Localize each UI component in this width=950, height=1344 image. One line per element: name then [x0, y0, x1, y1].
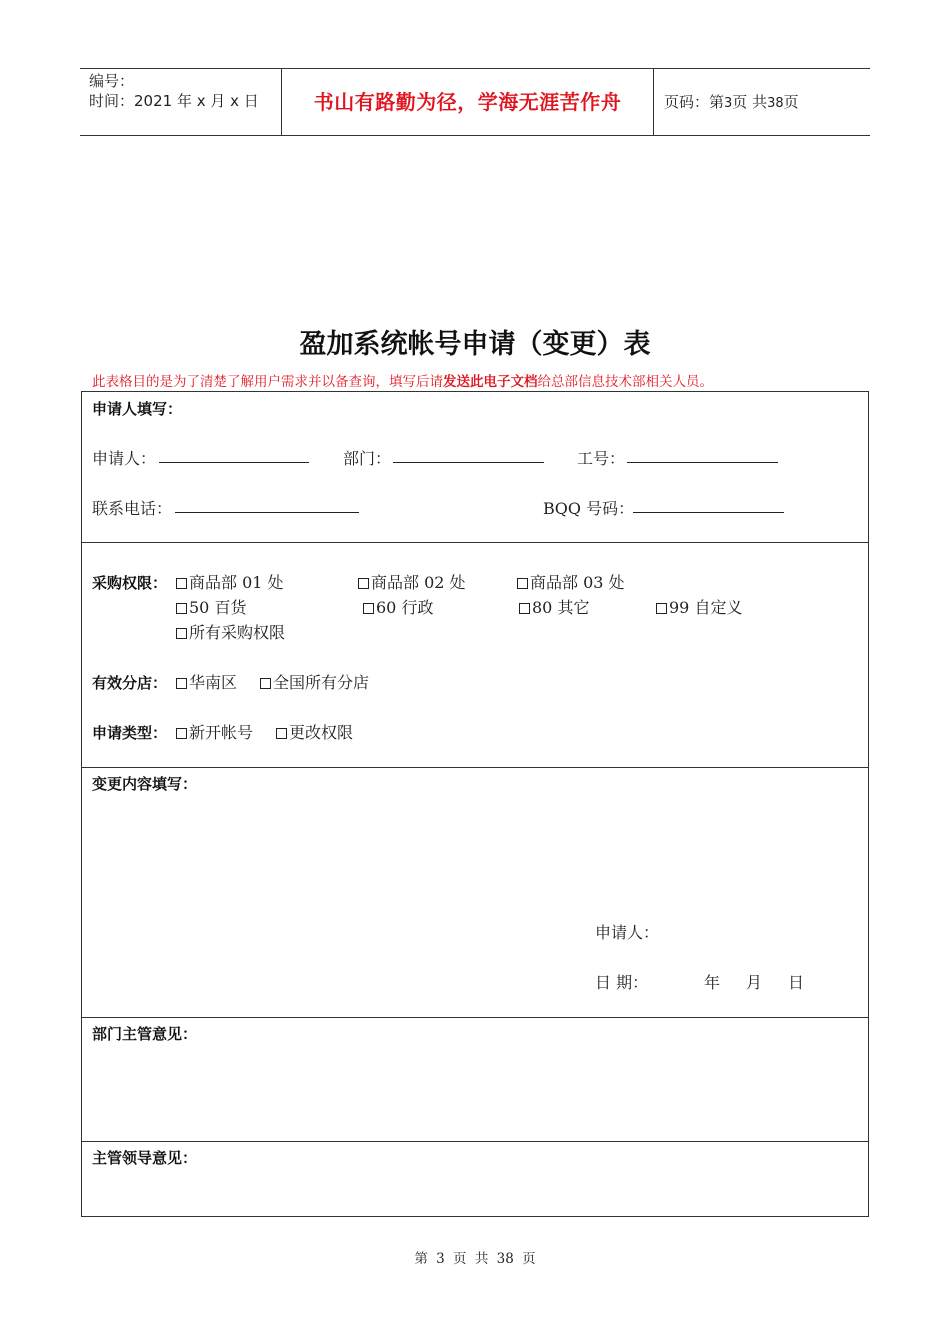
change-date-label: 日 期： [595, 973, 649, 992]
purchase-option[interactable] [656, 595, 742, 618]
purchase-option-label: 所有采购权限 [189, 623, 286, 642]
note-emphasis: 发送此电子文档 [443, 374, 538, 390]
checkbox-icon [363, 603, 374, 614]
purchase-option-label: 50 百货 [189, 598, 247, 617]
phone-field[interactable] [175, 512, 359, 513]
purchase-option[interactable] [176, 595, 246, 618]
page-footer: 第 3 页 共 38 页 [414, 1251, 536, 1267]
checkbox-icon [517, 578, 528, 589]
department-label: 部门： [343, 449, 392, 468]
stores-option[interactable] [176, 670, 237, 693]
applicant-label: 申请人： [92, 449, 157, 468]
change-section-heading: 变更内容填写： [92, 775, 198, 793]
checkbox-icon [358, 578, 369, 589]
purchase-option[interactable] [176, 620, 285, 643]
checkbox-icon [176, 628, 187, 639]
permissions-section [82, 543, 868, 768]
leader-heading: 主管领导意见： [92, 1149, 198, 1167]
change-section[interactable] [82, 768, 868, 1018]
type-option-label: 新开帐号 [189, 723, 254, 742]
department-field[interactable] [393, 462, 544, 463]
checkbox-icon [176, 728, 187, 739]
purchase-option-label: 商品部 03 处 [530, 573, 625, 592]
checkbox-icon [176, 603, 187, 614]
purchase-option[interactable] [519, 595, 589, 618]
stores-label: 有效分店： [92, 674, 168, 692]
purchase-option[interactable] [358, 570, 466, 593]
leader-section[interactable] [82, 1142, 868, 1216]
form-note [92, 370, 713, 390]
purchase-option-label: 商品部 02 处 [371, 573, 466, 592]
page-suffix: 页 [783, 93, 799, 111]
employee-id-field[interactable] [627, 462, 778, 463]
date-month: 月 [746, 973, 763, 992]
page-prefix: 页码：第 [664, 93, 725, 111]
bqq-label: BQQ 号码： [543, 499, 635, 518]
employee-id-label: 工号： [577, 449, 626, 468]
purchase-option-label: 商品部 01 处 [189, 573, 284, 592]
checkbox-icon [656, 603, 667, 614]
type-label: 申请类型： [92, 724, 168, 742]
document-header [80, 68, 870, 136]
note-after: 给总部信息技术部相关人员。 [537, 374, 713, 390]
phone-label: 联系电话： [92, 499, 173, 518]
note-before: 此表格目的是为了清楚了解用户需求并以备查询，填写后请 [92, 374, 443, 390]
purchase-option[interactable] [517, 570, 625, 593]
checkbox-icon [176, 578, 187, 589]
checkbox-icon [519, 603, 530, 614]
applicant-section-heading: 申请人填写： [92, 400, 183, 418]
time-label: 时间：2021 年 x 月 x 日 [89, 92, 259, 110]
checkbox-icon [176, 678, 187, 689]
page-current: 3 [724, 96, 733, 111]
purchase-label: 采购权限： [92, 574, 168, 592]
change-applicant-sign: 申请人： [595, 923, 660, 942]
header-meta [80, 69, 282, 135]
checkbox-icon [260, 678, 271, 689]
date-day: 日 [788, 973, 805, 992]
header-motto: 书山有路勤为径，学海无涯苦作舟 [282, 69, 654, 135]
page-mid: 页 共 [732, 93, 768, 111]
checkbox-icon [276, 728, 287, 739]
form-title: 盈加系统帐号申请（变更）表 [299, 329, 651, 360]
type-option[interactable] [276, 720, 353, 743]
purchase-option-label: 60 行政 [376, 598, 434, 617]
purchase-option[interactable] [363, 595, 433, 618]
date-year: 年 [704, 973, 721, 992]
application-form [81, 391, 869, 1217]
bqq-field[interactable] [633, 512, 784, 513]
stores-option-label: 华南区 [189, 673, 238, 692]
page-total: 38 [767, 96, 784, 111]
purchase-option-label: 80 其它 [532, 598, 590, 617]
purchase-option-label: 99 自定义 [669, 598, 743, 617]
type-option-label: 更改权限 [289, 723, 354, 742]
number-label: 编号： [89, 72, 135, 90]
applicant-section [82, 392, 868, 543]
header-page-number [654, 69, 870, 135]
applicant-field[interactable] [159, 462, 309, 463]
purchase-option[interactable] [176, 570, 284, 593]
type-option[interactable] [176, 720, 253, 743]
dept-manager-section[interactable] [82, 1018, 868, 1142]
stores-option[interactable] [260, 670, 369, 693]
stores-option-label: 全国所有分店 [273, 673, 370, 692]
dept-manager-heading: 部门主管意见： [92, 1025, 198, 1043]
